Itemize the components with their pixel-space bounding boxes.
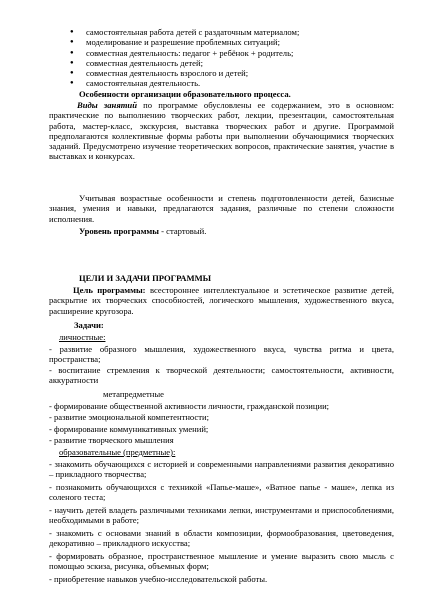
list-item: ● совместная деятельность: педагог + ребёнок + родитель; — [70, 48, 299, 58]
org-heading: Особенности организации образовательного процесса. — [79, 89, 291, 99]
goal-text: всестороннее интеллектуальное и эстетическое развитие детей, раскрытие их творческих способностей, логического мышления, художественного вкуса, расширение кругозора. — [49, 285, 394, 316]
meta-item: - формирование общественной активности личности, гражданской позиции; — [49, 401, 330, 411]
level-value: - стартовый. — [159, 226, 207, 236]
types-text: по программе обусловлены ее содержанием, это в основном: практические по выполнению творческих работ, лекции, презентации, самостоятельная работа, мастер-класс, экскурсия, выставка творческих работ и другие. Программой предполагаются коллективные формы работы при выполнении обучающимися творческих заданий. Предусмотрено изучение теоретических вопросов, практические занятия, участие в выставках и конкурсах. — [49, 100, 394, 162]
list-item: ● совместная деятельность взрослого и детей; — [70, 68, 299, 78]
subject-item: - знакомить с основами знаний в области композиции, формообразования, цветоведения, декоративно – прикладного искусства; — [49, 528, 394, 549]
subject-item: - формировать образное, пространственное мышление и умение выразить свою мысль с помощью эскиза, рисунка, объемных форм; — [49, 551, 394, 572]
list-item: ● самостоятельная работа детей с раздаточным материалом; — [70, 27, 299, 37]
meta-item: - развитие эмоциональной компетентности; — [49, 412, 209, 422]
level-label: Уровень программы — [79, 226, 159, 236]
bullet-list-forms — [30, 27, 299, 89]
personal-item: - воспитание стремления к творческой деятельности; самостоятельности, активности, аккуратности — [49, 365, 394, 386]
subject-item: - знакомить обучающихся с историей и современными направлениями развития декоративно – прикладного творчества; — [49, 459, 394, 480]
personal-item: - развитие образного мышления, художественного вкуса, чувства ритма и цвета, пространства; — [49, 344, 394, 365]
list-item: ● самостоятельная деятельность. — [70, 78, 299, 88]
goals-heading: ЦЕЛИ И ЗАДАЧИ ПРОГРАММЫ — [79, 273, 212, 283]
meta-label: метапредметные — [103, 389, 164, 399]
goal-label: Цель программы: — [73, 285, 146, 295]
subject-item: - приобретение навыков учебно-исследовательской работы. — [49, 574, 268, 584]
subject-label: образовательные (предметные): — [59, 447, 176, 457]
meta-item: - формирование коммуникативных умений; — [49, 424, 209, 434]
goal-paragraph — [49, 285, 394, 316]
level-line — [79, 226, 206, 236]
list-item: ● моделирование и разрешение проблемных ситуаций; — [70, 37, 299, 47]
tasks-label: Задачи: — [74, 320, 104, 330]
subject-item: - научить детей владеть различными техниками лепки, инструментами и приспособлениями, необходимыми в работе; — [49, 505, 394, 526]
meta-item: - развитие творческого мышления — [49, 435, 174, 445]
types-paragraph — [49, 100, 394, 162]
list-item: ● совместная деятельность детей; — [70, 58, 299, 68]
subject-item: - познакомить обучающихся с техникой «Папье-маше», «Ватное папье - маше», лепка из соленого теста; — [49, 482, 394, 503]
types-label: Виды занятий — [77, 100, 137, 110]
personal-label: личностные: — [59, 332, 106, 342]
age-paragraph: Учитывая возрастные особенности и степень подготовленности детей, базисные знания, умения и навыки, предлагаются задания, различные по степени сложности исполнения. — [49, 193, 394, 224]
